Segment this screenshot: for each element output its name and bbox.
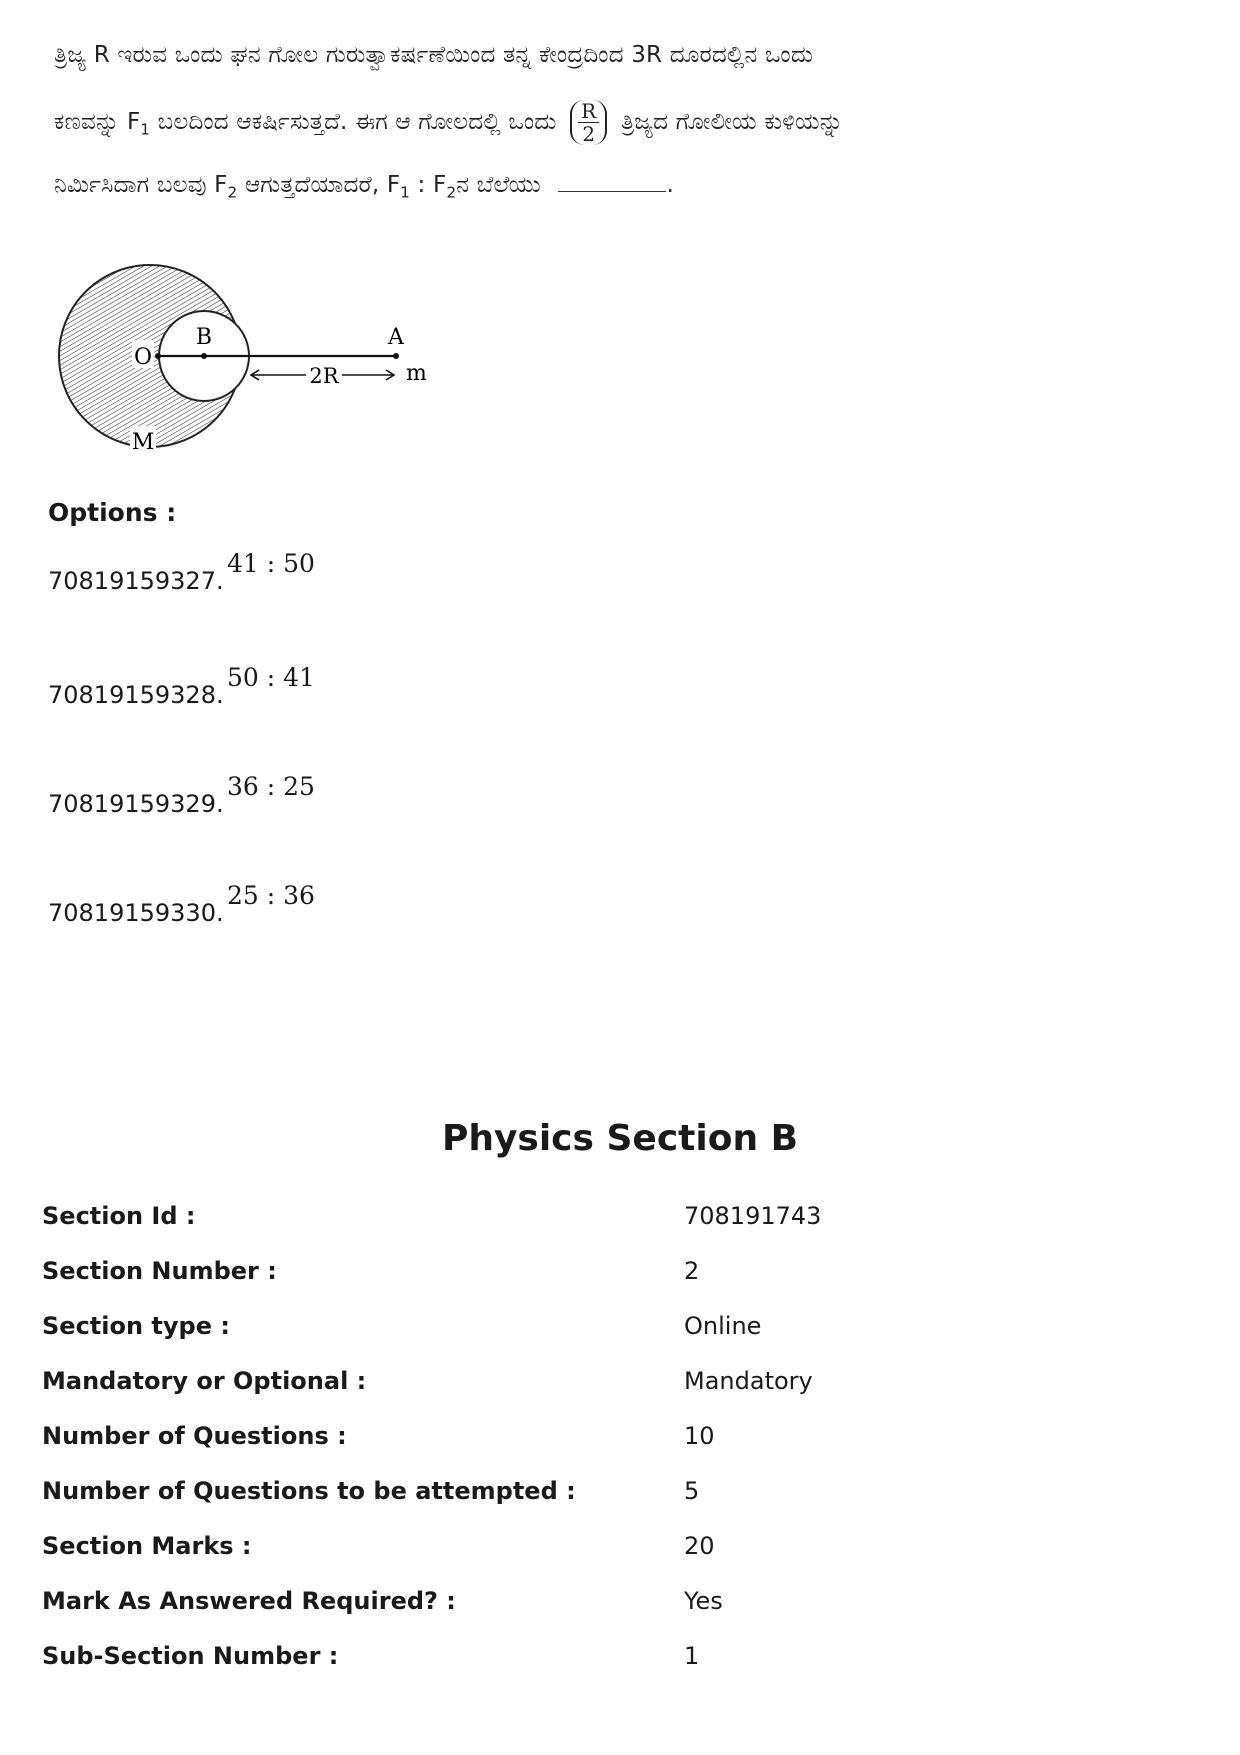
option-3-value: 36 : 25 [227,772,315,801]
mark-answered-key: Mark As Answered Required? : [42,1587,456,1615]
option-4-value: 25 : 36 [227,881,315,910]
option-2-id: 70819159328. [48,681,224,709]
option-3-id: 70819159329. [48,790,224,818]
section-id-key: Section Id : [42,1202,196,1230]
section-type-key: Section type : [42,1312,230,1340]
subscript-f1-ratio: 1 [400,183,411,202]
option-1-id: 70819159327. [48,567,224,595]
subsection-key: Sub-Section Number : [42,1642,339,1670]
point-o [155,353,161,359]
question-text-3b: ಆಗುತ್ತದೆಯಾದರೆ, F [237,172,401,198]
mandatory-key: Mandatory or Optional : [42,1367,367,1395]
section-marks-value: 20 [684,1532,715,1560]
section-row-number [42,1257,1202,1285]
question-text-2c: ತ್ರಿಜ್ಯದ ಗೋಲೀಯ ಕುಳಿಯನ್ನು [620,109,844,135]
subscript-f2: 2 [227,183,238,202]
section-type-value: Online [684,1312,762,1340]
mark-answered-value: Yes [684,1587,723,1615]
section-title: Physics Section B [441,1118,799,1159]
section-row-marks [42,1532,1202,1560]
question-text-2a: ಕಣವನ್ನು F [54,109,141,135]
option-3[interactable] [48,772,315,818]
sphere-cavity-diagram [58,232,438,482]
fraction-numerator: R [578,100,599,123]
option-4[interactable] [48,881,315,927]
section-row-type [42,1312,1202,1340]
question-text-3c: : F [410,172,447,198]
point-b [201,353,207,359]
fraction-denominator: 2 [582,122,596,146]
question-text-3a: ನಿರ್ಮಿಸಿದಾಗ ಬಲವು F [54,172,228,198]
subsection-value: 1 [684,1642,700,1670]
option-4-id: 70819159330. [48,899,224,927]
mandatory-value: Mandatory [684,1367,813,1395]
question-line-2 [54,100,843,145]
point-a [393,353,399,359]
section-marks-key: Section Marks : [42,1532,252,1560]
question-text-2b: ಬಲದಿಂದ ಆಕರ್ಷಿಸುತ್ತದೆ. ಈಗ ಆ ಗೋಲದಲ್ಲಿ ಒಂದು [150,109,557,135]
question-text-3d: ನ ಬೆಲೆಯು [456,172,541,198]
options-label: Options : [48,498,177,527]
label-big-m: M [131,430,155,455]
subscript-f2-ratio: 2 [446,183,457,202]
fraction-r-over-2 [570,100,607,145]
question-line-1 [54,42,813,68]
section-row-attempt-count [42,1477,1202,1505]
question-line-3 [54,172,674,202]
label-2r: 2R [309,364,339,388]
option-2[interactable] [48,663,315,709]
attempt-count-key: Number of Questions to be attempted : [42,1477,576,1505]
question-count-key: Number of Questions : [42,1422,347,1450]
label-o: O [133,345,153,370]
section-number-key: Section Number : [42,1257,277,1285]
section-row-id [42,1202,1202,1230]
option-1[interactable] [48,549,315,595]
option-2-value: 50 : 41 [227,663,315,692]
section-row-question-count [42,1422,1202,1450]
attempt-count-value: 5 [684,1477,700,1505]
subscript-f1: 1 [140,120,151,139]
section-id-value: 708191743 [684,1202,822,1230]
answer-blank [558,191,666,192]
question-text-1: ತ್ರಿಜ್ಯ R ಇರುವ ಒಂದು ಘನ ಗೋಲ ಗುರುತ್ವಾಕರ್ಷಣೆಯಿಂದ ತನ್ನ ಕೇಂದ್ರದಿಂದ 3R ದೂರದಲ್ಲಿನ ಒಂದು [54,42,814,68]
label-a: A [388,325,404,350]
section-row-mandatory [42,1367,1202,1395]
section-row-subsection [42,1642,1202,1670]
label-m: m [406,361,427,386]
question-count-value: 10 [684,1422,715,1450]
section-row-mark-answered [42,1587,1202,1615]
label-b: B [195,325,213,350]
option-1-value: 41 : 50 [227,549,315,578]
question-end-period: . [666,172,674,198]
section-number-value: 2 [684,1257,700,1285]
